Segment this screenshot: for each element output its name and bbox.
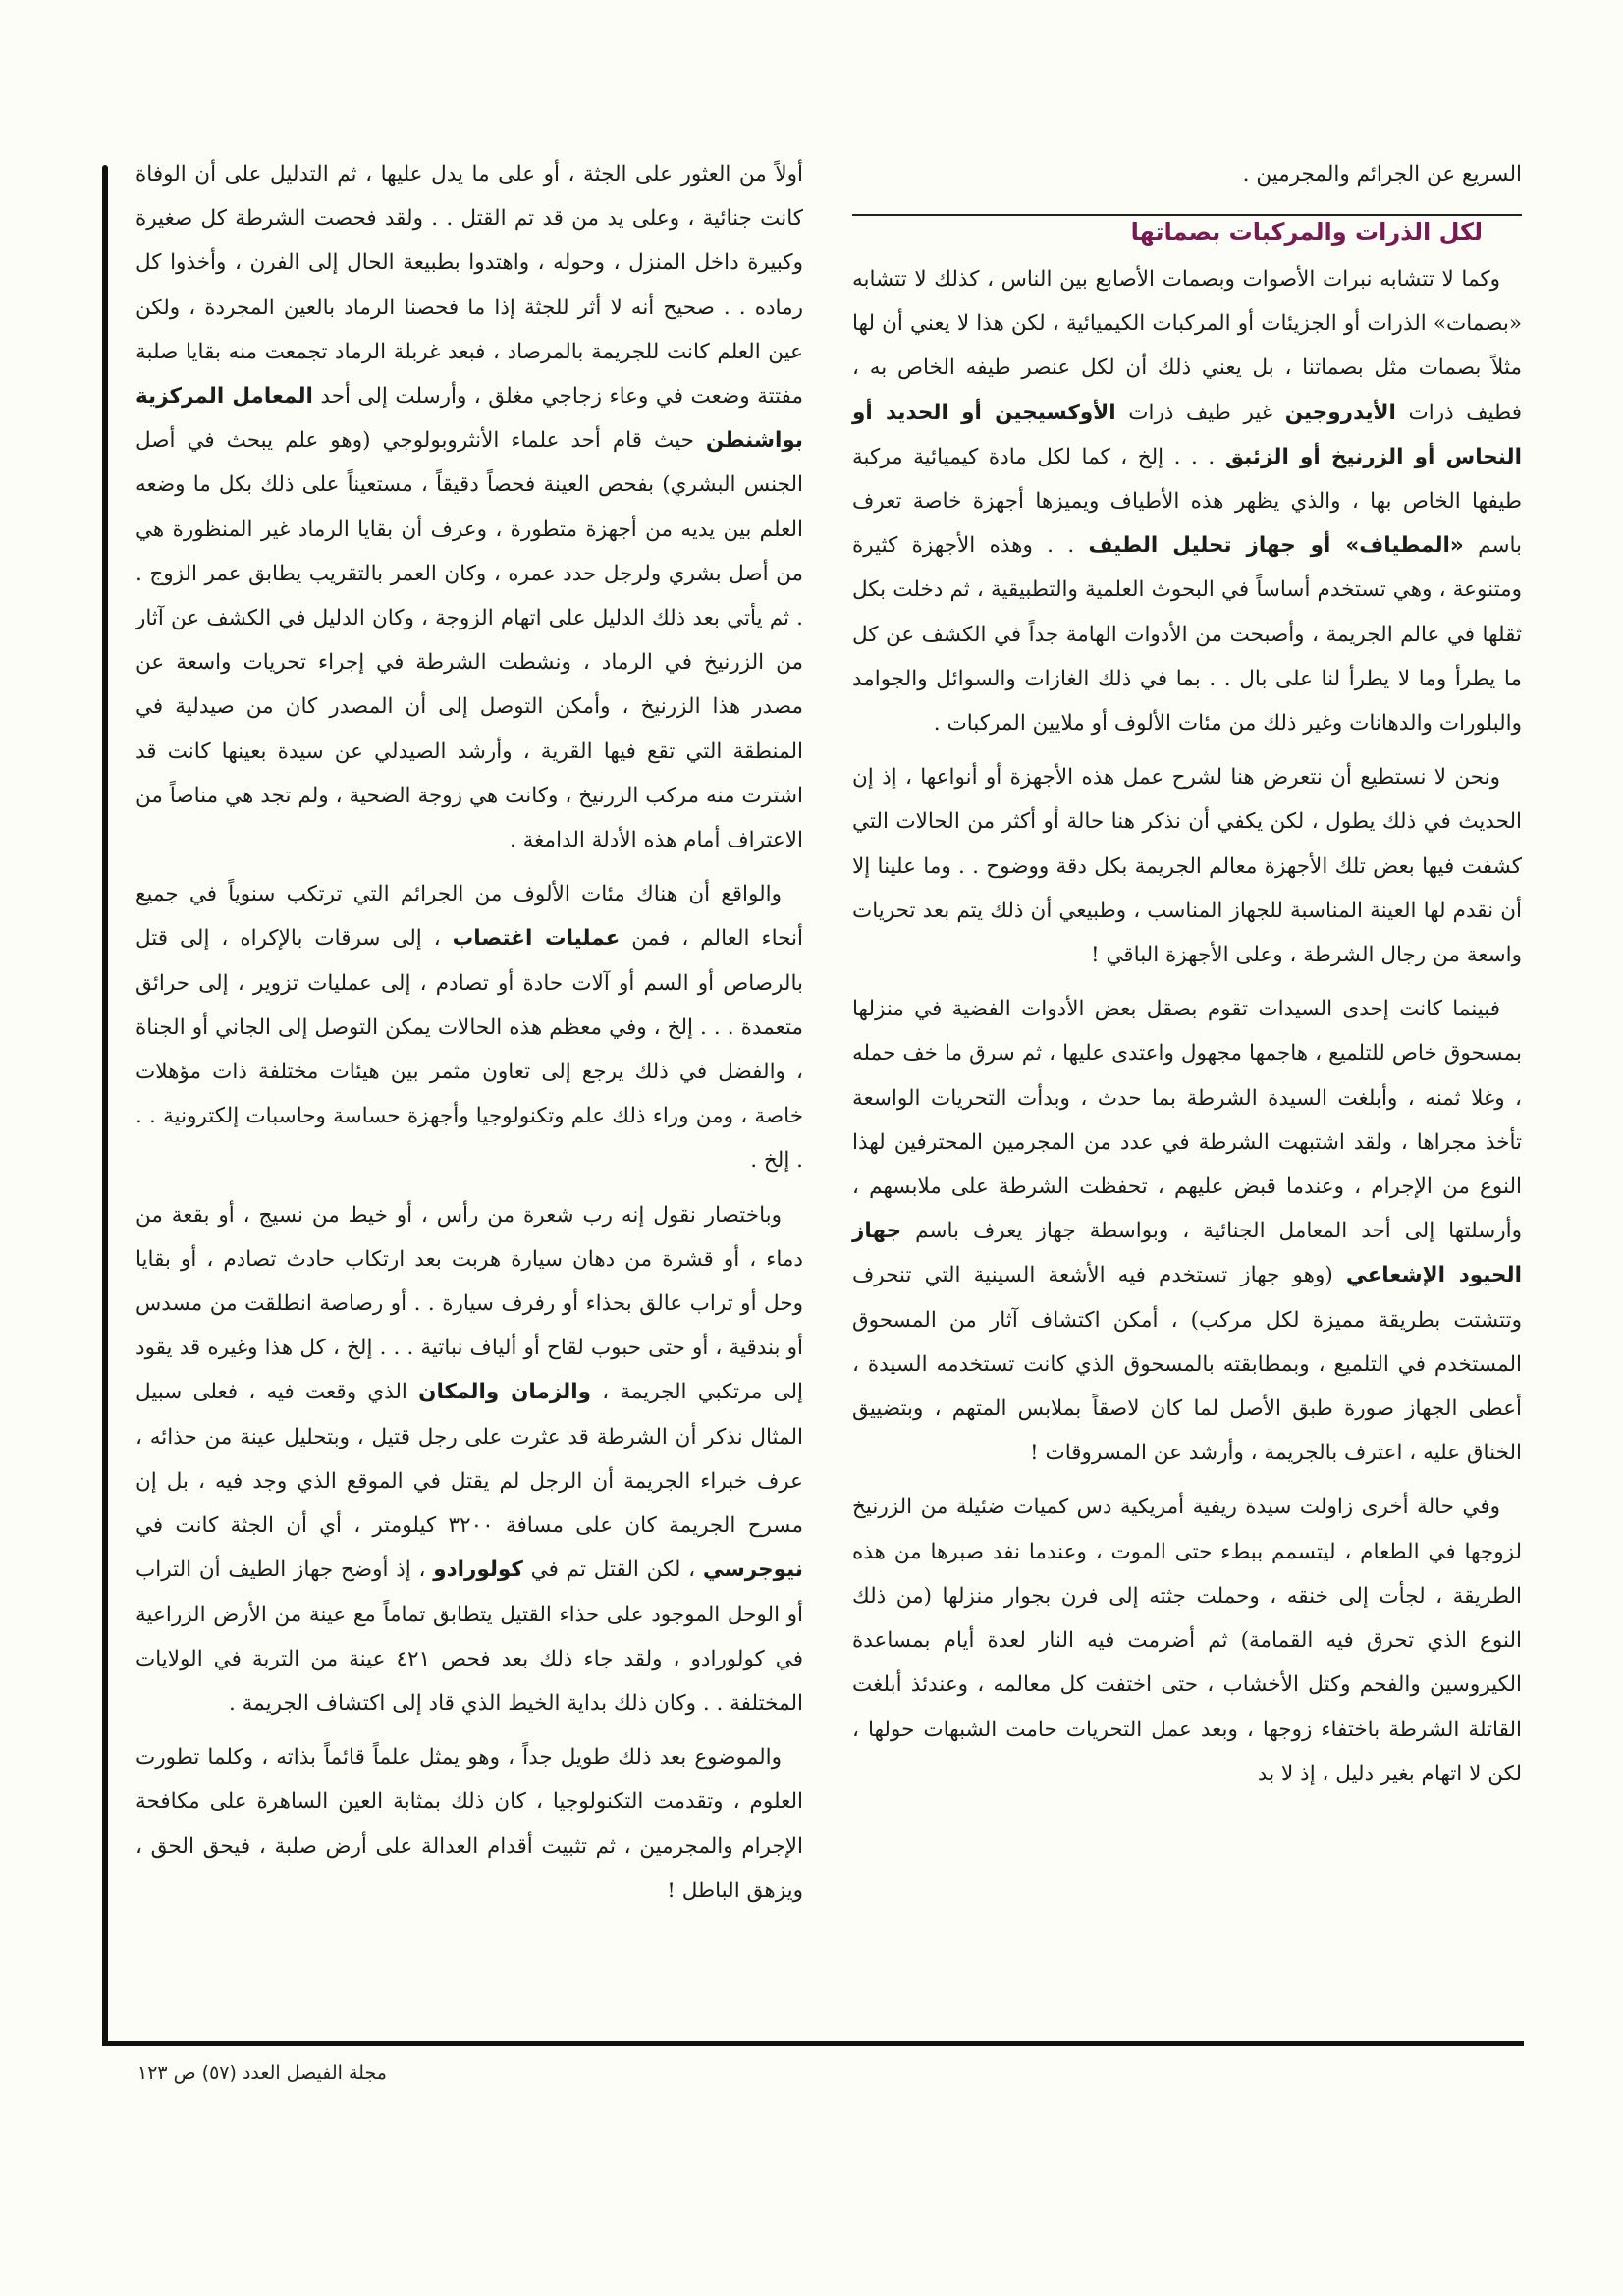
bold-run: عمليات اغتصاب — [452, 926, 621, 952]
column-border-vertical — [102, 165, 108, 2046]
right-paragraph-3 — [852, 987, 1522, 1475]
text-run: والواقع أن هناك مئات الألوف من الجرائم التي ترتكب سنوياً في جميع أنحاء العالم ، فمن — [135, 882, 803, 952]
text-run: . . . إلخ ، كما لكل مادة كيميائية مركبة طيفها الخاص بها ، والذي يظهر هذه الأطياف ويميزها أجهزة خاصة تعرف باسم — [852, 444, 1522, 559]
text-run: فبينما كانت إحدى السيدات تقوم بصقل بعض الأدوات الفضية في منزلها بمسحوق خاص للتلميع ، هاجمها مجهول واعتدى عليها ، ثم سرق ما خف حمله ، وغلا ثمنه ، وأبلغت السيدة الشرطة بما حدث ، وبدأت التحريات الواسعة تأخذ مجراها ، ولقد اشتبهت الشرطة في عدد من المجرمين المحترفين لهذا النوع من الإجرام ، وعندما قبض عليهم ، تحفظت الشرطة على ملابسهم ، وأرسلتها إلى أحد المعامل الجنائية ، وبواسطة جهاز يعرف باسم — [852, 997, 1523, 1244]
text-run: وكما لا تتشابه نبرات الأصوات وبصمات الأصابع بين الناس ، كذلك لا تتشابه «بصمات» الذرات أو الجزيئات أو المركبات الكيميائية ، لكن هذا لا يعني أن لها مثلاً بصمات مثل بصماتنا ، بل يعني ذلك أن لكل عنصر طيفه الخاص به ، فطيف ذرات — [852, 267, 1522, 425]
text-run: الذي وقعت فيه ، فعلى سبيل المثال نذكر أن الشرطة قد عثرت على رجل قتيل ، وبتحليل عينة من حذائه ، عرف خبراء الجريمة أن الرجل لم يقتل في الموقع الذي وجد فيه ، بل إن مسرح الجريمة كان على مسافة ٣٢٠٠ كيلومتر ، أي أن الجثة كانت في — [135, 1380, 804, 1539]
right-paragraph-4: وفي حالة أخرى زاولت سيدة ريفية أمريكية دس كميات ضئيلة من الزرنيخ لزوجها في الطعام ، ليتسمم ببطء حتى الموت ، وعندما نفد صبرها من هذه الطريقة ، لجأت إلى خنقه ، وحملت جثته إلى فرن بجوار منزلها (من ذلك النوع الذي تحرق فيه القمامة) ثم أضرمت فيه النار لعدة أيام بمساعدة الكيروسين والفحم وكتل الأخشاب ، حتى اختفت كل معالمه ، وعندئذ أبلغت القاتلة الشرطة باختفاء زوجها ، وبعد عمل التحريات حامت الشبهات حولها ، لكن لا اتهام بغير دليل ، إذ لا بد — [852, 1495, 1522, 1786]
section-rule — [852, 214, 1522, 216]
bold-run: نيوجرسي — [702, 1558, 803, 1583]
text-run: حيث قام أحد علماء الأنثروبولوجي (وهو علم يبحث في أصل الجنس البشري) بفحص العينة فحصاً دقيقاً ، مستعيناً على ذلك بكل ما وضعه العلم بين يديه من أجهزة متطورة ، وعرف أن بقايا الرماد غير المنظورة هي من أصل بشري ولرجل حدد عمره ، وكان العمر بالتقريب يطابق عمر الزوج . . ثم يأتي بعد ذلك الدليل على اتهام الزوجة ، وكان الدليل في الكشف عن آثار من الزرنيخ في الرماد ، ونشطت الشرطة في إجراء تحريات واسعة عن مصدر هذا الزرنيخ ، وأمكن التوصل إلى أن المصدر كان من صيدلية في المنطقة التي تقع فيها القرية ، وأرشد الصيدلي عن سيدة بعينها كانت قد اشترت منه مركب الزرنيخ ، وكانت هي زوجة الضحية ، ولم تجد هي مناصاً من الاعتراف أمام هذه الأدلة الدامغة . — [135, 428, 803, 853]
right-paragraph-1 — [852, 257, 1522, 745]
text-run: غير طيف ذرات — [1128, 400, 1273, 425]
section-subheading: لكل الذرات والمركبات بصماتها — [1130, 218, 1483, 246]
text-run: أولاً من العثور على الجثة ، أو على ما يدل عليها ، ثم التدليل على أن الوفاة كانت جنائية ، وعلى يد من قد تم القتل . . ولقد فحصت الشرطة كل صغيرة وكبيرة داخل المنزل ، وحوله ، واهتدوا بطبيعة الحال إلى الفرن ، وأخذوا كل رماده . . صحيح أنه لا أثر للجثة إذا ما فحصنا الرماد بالعين المجردة ، ولكن عين العلم كانت للجريمة بالمرصاد ، فبعد غربلة الرماد تجمعت منه بقايا صلبة مفتتة وضعت في وعاء زجاجي مغلق ، وأرسلت إلى أحد — [135, 162, 804, 410]
intro-line — [852, 152, 1522, 196]
bold-run: المعامل المركزية بواشنطن — [135, 384, 803, 454]
column-border-horizontal — [102, 2041, 1524, 2046]
bold-run: جهاز الحيود الإشعاعي — [852, 1219, 1522, 1288]
text-run: . . وهذه الأجهزة كثيرة ومتنوعة ، وهي تستخدم أساساً في البحوث العلمية والتطبيقية ، ثم دخلت بكل ثقلها في عالم الجريمة ، وأصبحت من الأدوات الهامة جداً في الكشف عن كل ما يطرأ وما لا يطرأ لنا على بال . . بما في ذلك الغازات والسوائل والجوامد والبلورات والدهانات وغير ذلك من مئات الألوف أو ملايين المركبات . — [852, 533, 1522, 737]
text-run: ، لكن القتل تم في — [530, 1558, 696, 1583]
left-paragraph-1 — [135, 152, 803, 862]
intro-text: السريع عن الجرائم والمجرمين . — [1242, 162, 1522, 187]
text-run: (وهو جهاز تستخدم فيه الأشعة السينية التي تنحرف وتتشتت بطريقة مميزة لكل مركب) ، أمكن اكتشاف آثار من المسحوق المستخدم في التلميع ، وبمطابقته بالمسحوق الذي كانت تستخدمه السيدة ، أعطى الجهاز صورة طبق الأصل لما كان لاصقاً بملابس المتهم ، وبتضييق الخناق عليه ، اعترف بالجريمة ، وأرشد عن المسروقات ! — [852, 1263, 1522, 1466]
left-column — [135, 152, 803, 1923]
right-paragraph-2: ونحن لا نستطيع أن نتعرض هنا لشرح عمل هذه الأجهزة أو أنواعها ، إذ إن الحديث في ذلك يطول ، لكن يكفي أن نذكر هنا حالة أو أكثر من الحالات التي كشفت فيها بعض تلك الأجهزة معالم الجريمة بكل دقة ووضوح . . وما علينا إلا أن نقدم لها العينة المناسبة للجهاز المناسب ، وطبيعي أن ذلك يتم بعد تحريات واسعة من رجال الشرطة ، وعلى الأجهزة الباقي ! — [852, 765, 1522, 968]
text-run: وباختصار نقول إنه رب شعرة من رأس ، أو خيط من نسيج ، أو بقعة من دماء ، أو قشرة من دهان سيارة هربت بعد ارتكاب حادث تصادم ، أو بقايا وحل أو تراب عالق بحذاء أو رفرف سيارة . . أو رصاصة انطلقت من مسدس أو بندقية ، أو حتى حبوب لقاح أو ألياف نباتية . . . إلخ ، كل هذا وغيره قد يقود إلى مرتكبي الجريمة ، — [135, 1202, 803, 1405]
bold-run: والزمان والمكان — [418, 1380, 591, 1405]
bold-run: كولورادو — [433, 1558, 523, 1583]
left-paragraph-4: والموضوع بعد ذلك طويل جداً ، وهو يمثل علماً قائماً بذاته ، وكلما تطورت العلوم ، وتقدمت التكنولوجيا ، كان ذلك بمثابة العين الساهرة على مكافحة الإجرام والمجرمين ، ثم تثبيت أقدام العدالة على أرض صلبة ، فيحق الحق ، ويزهق الباطل ! — [135, 1745, 803, 1903]
left-paragraph-2 — [135, 872, 803, 1182]
text-run: ، إذ أوضح جهاز الطيف أن التراب أو الوحل الموجود على حذاء القتيل يتطابق تماماً مع عينة من الأرض الزراعية في كولورادو ، ولقد جاء ذلك بعد فحص ٤٢١ عينة من التربة في الولايات المختلفة . . وكان ذلك بداية الخيط الذي قاد إلى اكتشاف الجريمة . — [135, 1558, 803, 1716]
bold-run: «المطياف» أو جهاز تحليل الطيف — [1088, 533, 1464, 559]
right-column — [852, 257, 1522, 1806]
page-footer: مجلة الفيصل العدد (٥٧) ص ١٢٣ — [137, 2062, 387, 2084]
bold-run: الأوكسيجين أو الحديد أو النحاس أو الزرنيخ أو الزئبق — [852, 400, 1522, 469]
bold-run: الأيدروجين — [1284, 400, 1396, 425]
left-paragraph-3 — [135, 1193, 803, 1725]
text-run: ، إلى سرقات بالإكراه ، إلى قتل بالرصاص أو السم أو آلات حادة أو تصادم ، إلى عمليات تزوير ، إلى حرائق متعمدة . . . إلخ ، وفي معظم هذه الحالات يمكن التوصل إلى الجاني أو الجناة ، والفضل في ذلك يرجع إلى تعاون مثمر بين هيئات مختلفة ذات مؤهلات خاصة ، ومن وراء ذلك علم وتكنولوجيا وأجهزة حساسة وحاسبات إلكترونية . . . إلخ . — [135, 926, 803, 1174]
